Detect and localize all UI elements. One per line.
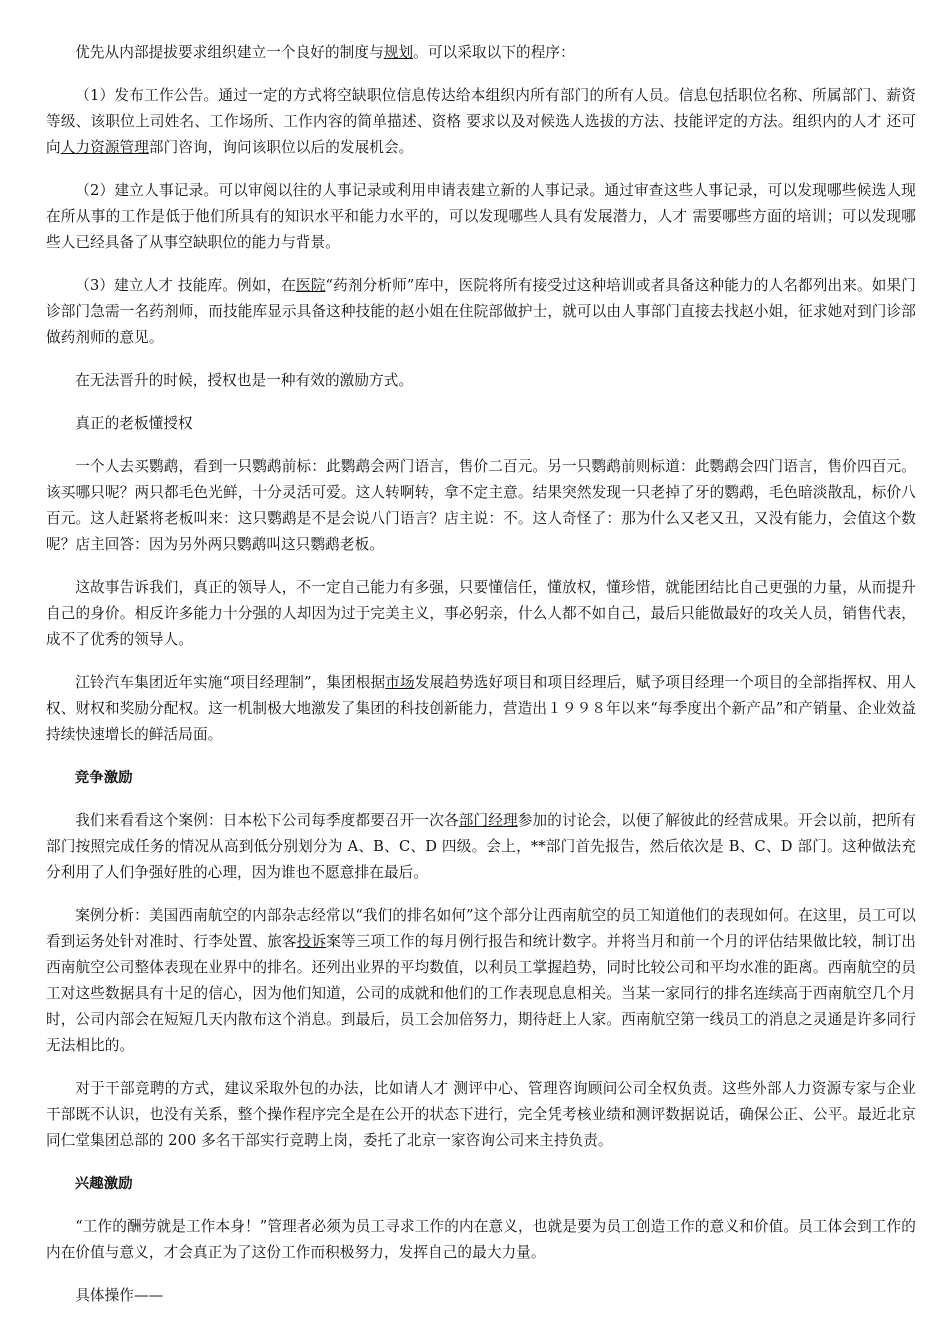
text-span: （2）建立人事记录。可以审阅以往的人事记录或利用申请表建立新的人事记录。通过审查这些人事记录，可以发现哪些候选人现在所从事的工作是低于他们所具有的知识水平和能力水平的，可以发现哪些人具有发展潜力，人才 需要哪些方面的培训；可以发现哪些人已经具备了从事空缺职位的能力与背景。 xyxy=(46,182,916,251)
paragraph xyxy=(46,454,916,558)
link-complaint[interactable]: 投诉 xyxy=(296,933,327,950)
text-span: 一个人去买鹦鹉，看到一只鹦鹉前标：此鹦鹉会两门语言，售价二百元。另一只鹦鹉前则标道：此鹦鹉会四门语言，售价四百元。该买哪只呢？两只都毛色光鲜，十分灵活可爱。这人转啊转，拿不定主意。结果突然发现一只老掉了牙的鹦鹉，毛色暗淡散乱，标价八百元。这人赶紧将老板叫来：这只鹦鹉是不是会说八门语言？店主说：不。这人奇怪了：那为什么又老又丑，又没有能力，会值这个数呢？店主回答：因为另外两只鹦鹉叫这只鹦鹉老板。 xyxy=(46,458,916,553)
paragraph xyxy=(46,273,916,351)
text-span: 。可以采取以下的程序： xyxy=(413,44,575,61)
paragraph xyxy=(46,1214,916,1266)
text-span: 具体操作—— xyxy=(75,1287,164,1304)
heading-text: 兴趣激励 xyxy=(74,1176,133,1192)
paragraph xyxy=(46,808,916,886)
heading-text: 竞争激励 xyxy=(74,770,133,786)
link-guihua[interactable]: 规划 xyxy=(383,44,414,61)
text-span: 案等三项工作的每月例行报告和统计数字。并将当月和前一个月的评估结果做比较，制订出西南航空公司整体表现在业界中的排名。还列出业界的平均数值，以利员工掌握趋势，同时比较公司和平均水准的距离。西南航空的员工对这些数据具有十足的信心，因为他们知道，公司的成就和他们的工作表现息息相关。当某一家同行的排名连续高于西南航空几个月时，公司内部会在短短几天内散布这个消息。到最后，员工会加倍努力，期待赶上人家。西南航空第一线员工的消息之灵通是许多同行无法相比的。 xyxy=(46,933,917,1054)
paragraph xyxy=(46,1283,916,1309)
text-span: 部门咨询，询问该职位以后的发展机会。 xyxy=(148,139,414,156)
paragraph xyxy=(46,670,916,748)
text-span: 我们来看看这个案例：日本松下公司每季度都要召开一次各 xyxy=(75,812,459,829)
document-page xyxy=(46,40,916,1326)
paragraph xyxy=(46,575,916,653)
paragraph xyxy=(46,903,916,1059)
text-span: 发展趋势选好项目和项目经理后，赋予项目经理一个项目的全部指挥权、用人权、财权和奖励分配权。这一机制极大地激发了集团的科技创新能力，营造出１９９８年以来“每季度出个新产品”和产销量、企业效益持续快速增长的鲜活局面。 xyxy=(46,674,917,743)
section-heading xyxy=(46,1171,916,1197)
section-heading xyxy=(46,765,916,791)
text-span: 案例分析：美国西南航空的内部杂志经常以“我们的排名如何”这个部分让西南航空的员工知道他们的表现如何。在这里，员工可以看到运务处针对准时、行李处置、旅客 xyxy=(46,907,916,950)
link-department-manager[interactable]: 部门经理 xyxy=(458,812,518,829)
text-span: （1）发布工作公告。通过一定的方式将空缺职位信息传达给本组织内所有部门的所有人员。信息包括职位名称、所属部门、薪资等级、该职位上司姓名、工作场所、工作内容的简单描述、资格 要求以及对候选人选拔的方法、技能评定的方法。组织内的人才 还可向 xyxy=(46,87,916,156)
link-hospital[interactable]: 医院 xyxy=(295,277,326,294)
text-span: 江铃汽车集团近年实施“项目经理制”，集团根据 xyxy=(75,674,386,691)
paragraph xyxy=(46,178,916,256)
text-span: “药剂分析师”库中，医院将所有接受过这种培训或者具备这种能力的人名都列出来。如果门诊部门急需一名药剂师，而技能库显示具备这种技能的赵小姐在住院部做护士，就可以由人事部门直接去找赵小姐，征求她对到门诊部做药剂师的意见。 xyxy=(46,277,917,346)
link-market[interactable]: 市场 xyxy=(385,674,415,691)
paragraph xyxy=(46,411,916,437)
paragraph xyxy=(46,83,916,161)
paragraph xyxy=(46,1076,916,1154)
text-span: 对于干部竞聘的方式，建议采取外包的办法，比如请人才 测评中心、管理咨询顾问公司全权负责。这些外部人力资源专家与企业干部既不认识，也没有关系，整个操作程序完全是在公开的状态下进行，完全凭考核业绩和测评数据说话，确保公正、公平。最近北京同仁堂集团总部的 200 多名干部实行竞聘上岗，委托了北京一家咨询公司来主持负责。 xyxy=(46,1080,916,1149)
link-hr-management[interactable]: 人力资源管理 xyxy=(60,139,149,156)
text-span: 参加的讨论会，以便了解彼此的经营成果。开会以前，把所有部门按照完成任务的情况从高到低分别划分为 A、B、C、D 四级。会上，**部门首先报告，然后依次是 B、C、D 部门。这种做法充分利用了人们争强好胜的心理，因为谁也不愿意排在最后。 xyxy=(46,812,917,881)
paragraph xyxy=(46,40,916,66)
text-span: 真正的老板懂授权 xyxy=(75,415,193,432)
text-span: 在无法晋升的时候，授权也是一种有效的激励方式。 xyxy=(75,372,414,389)
text-span: “工作的酬劳就是工作本身！”管理者必须为员工寻求工作的内在意义，也就是要为员工创造工作的意义和价值。员工体会到工作的内在价值与意义，才会真正为了这份工作而积极努力，发挥自己的最大力量。 xyxy=(46,1218,916,1261)
text-span: 这故事告诉我们，真正的领导人，不一定自己能力有多强，只要懂信任，懂放权，懂珍惜，就能团结比自己更强的力量，从而提升自己的身价。相反许多能力十分强的人却因为过于完美主义，事必躬亲，什么人都不如自己，最后只能做最好的攻关人员，销售代表，成不了优秀的领导人。 xyxy=(46,579,916,648)
text-span: 优先从内部提拔要求组织建立一个良好的制度与 xyxy=(75,44,384,61)
paragraph xyxy=(46,368,916,394)
text-span: （3）建立人才 技能库。例如，在 xyxy=(75,277,296,294)
